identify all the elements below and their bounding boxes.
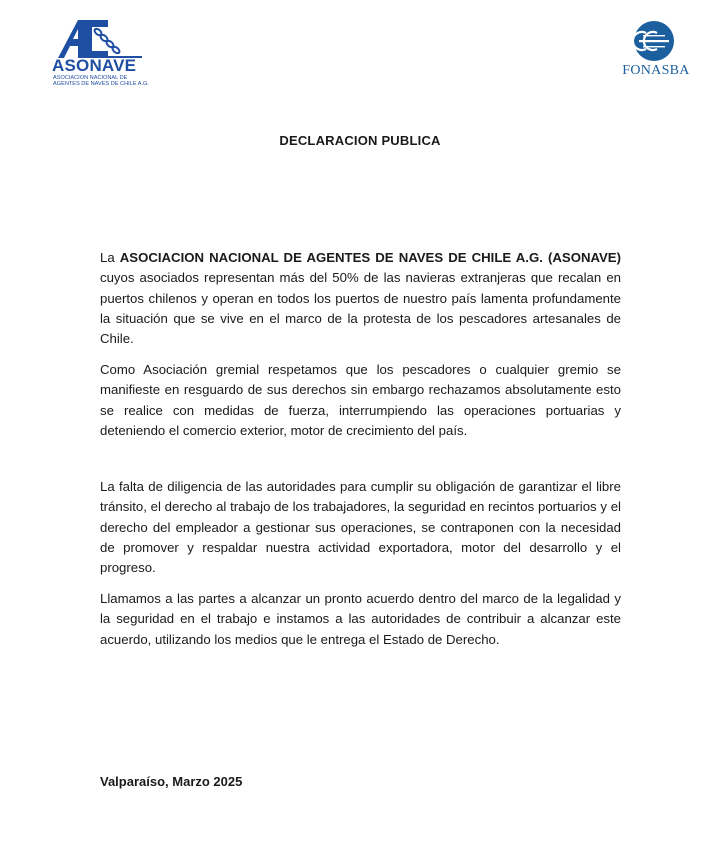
paragraph-1-rest: cuyos asociados representan más del 50% de las navieras extranjeras que recalan en puertos chilenos y operan en todos los puertos de nuestro país lamenta profundamente la situación que se vive en el marco de la protesta de los pescadores artesanales de Chile. [100,270,621,347]
asonave-anchor-chain-icon [56,18,144,58]
fonasba-globe-icon [633,20,675,62]
asonave-subtitle-line2: AGENTES DE NAVES DE CHILE A.G. [53,81,149,87]
asonave-logo [50,18,150,86]
asonave-brand-name: ASONAVE [52,56,137,75]
asonave-subtitle-line1: ASOCIACION NACIONAL DE [53,75,128,81]
place-and-date: Valparaíso, Marzo 2025 [100,774,243,789]
paragraph-2: Como Asociación gremial respetamos que los pescadores o cualquier gremio se manifieste en resguardo de sus derechos sin embargo rechazamos absolutamente esto se realice con medidas de fuerza, interrumpiendo las operaciones portuarias y deteniendo el comercio exterior, motor de crecimiento del país. [100,362,621,438]
organization-name: ASOCIACION NACIONAL DE AGENTES DE NAVES DE CHILE A.G. (ASONAVE) [119,250,621,265]
paragraph-3: La falta de diligencia de las autoridades para cumplir su obligación de garantizar el libre tránsito, el derecho al trabajo de los trabajadores, la seguridad en recintos portuarios y el derecho del empleador a gestionar sus operaciones, se contraponen con la necesidad de promover y respaldar nuestra actividad exportadora, motor del desarrollo y el progreso. [100,479,621,576]
asonave-subtitle [53,75,163,87]
paragraph-4: Llamamos a las partes a alcanzar un pronto acuerdo dentro del marco de la legalidad y la seguridad en el trabajo e instamos a las autoridades de contribuir a alcanzar este acuerdo, utilizando los medios que le entrega el Estado de Derecho. [100,591,621,647]
fonasba-name: FONASBA [622,63,690,78]
paragraph-1 [100,248,621,349]
document-title: DECLARACION PUBLICA [279,133,441,148]
paragraph-1-intro: La [100,250,120,265]
fonasba-logo [618,20,694,80]
